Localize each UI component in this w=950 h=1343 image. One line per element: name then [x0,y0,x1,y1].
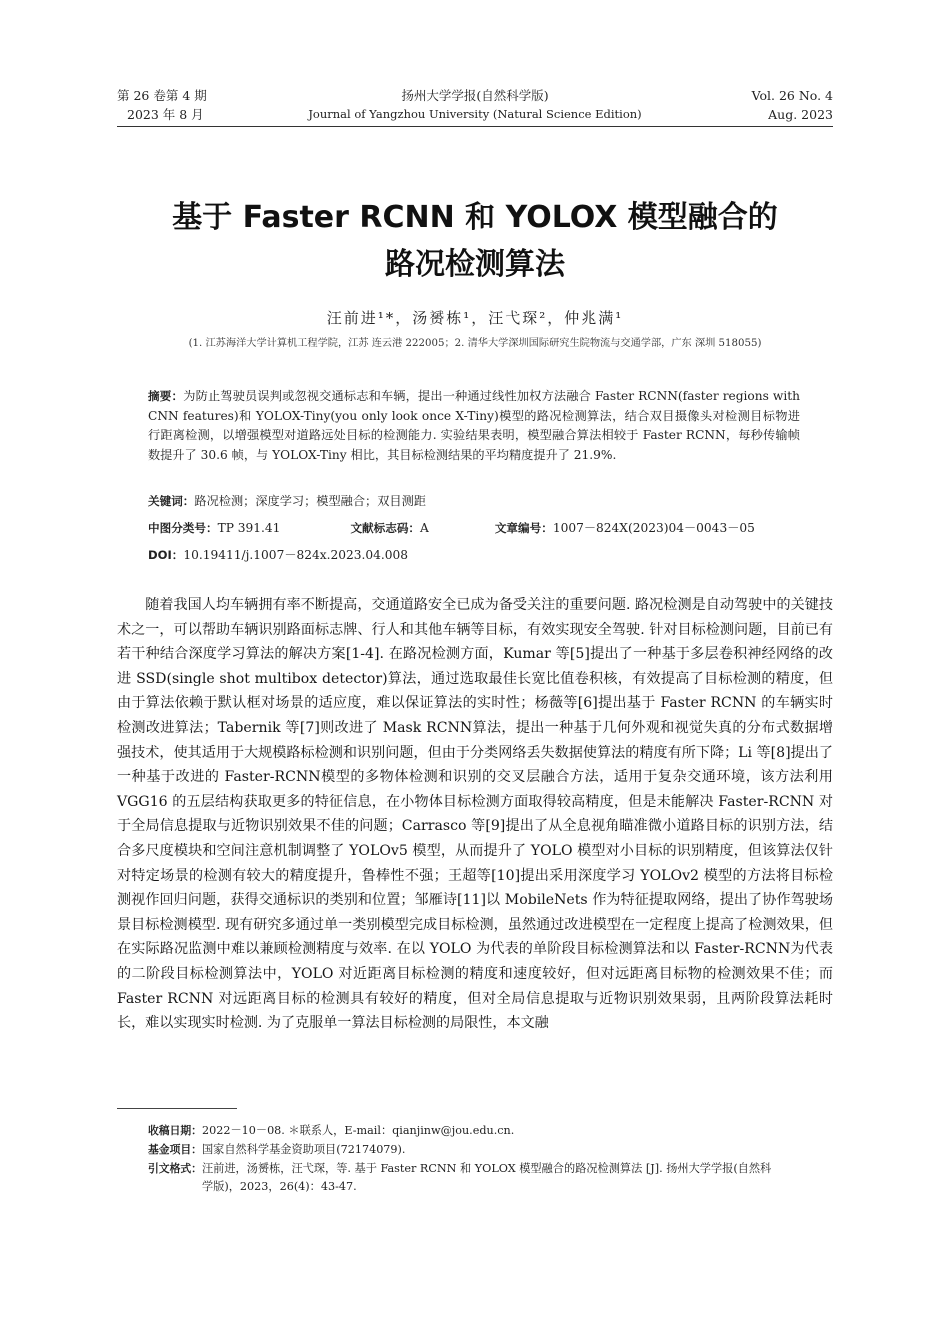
cite-text-line2: 学版)，2023，26(4)：43-47. [202,1180,357,1194]
body-paragraph [117,593,833,1036]
keywords-label: 关键词： [148,494,195,508]
clc-value: TP 391.41 [217,521,281,535]
author-list: 汪前进¹*，汤赟栋¹，汪弋琛²，仲兆满¹ [326,309,624,327]
header-journal [200,86,750,124]
header-journal-en: Journal of Yangzhou University (Natural Science Edition) [308,107,642,121]
fund-label: 基金项目： [148,1143,202,1156]
abstract [148,387,800,465]
paper-title-line2: 路况检测算法 [385,247,565,282]
classification-line [148,519,800,539]
header-journal-cn: 扬州大学学报(自然科学版) [401,88,549,103]
header-date-en: Aug. 2023 [768,107,833,122]
received-text: 2022－10－08. ＊联系人，E-mail：qianjinw@jou.edu.cn. [201,1124,515,1137]
clc-label: 中图分类号： [148,521,218,535]
footnote-received [148,1122,838,1140]
fund-text: 国家自然科学基金资助项目(72174079). [201,1143,406,1156]
doi-label: DOI： [148,548,184,562]
intro-paragraph: 随着我国人均车辆拥有率不断提高，交通道路安全已成为备受关注的重要问题. 路况检测是自动驾驶中的关键技术之一，可以帮助车辆识别路面标志牌、行人和其他车辆等目标，有效实现安全驾驶. 针对目标检测问题，目前已有若干种结合深度学习算法的解决方案[1-4]. 在路况检测方面，Kumar 等[5]提出了一种基于多层卷积神经网络的改进 SSD(single shot multibox detector)算法，通过选取最佳长宽比值卷积核，有效提高了目标检测的精度，但由于算法依赖于默认框对场景的适应度，难以保证算法的实时性；杨薇等[6]提出基于 Faster RCNN 的车辆实时检测改进算法；Tabernik 等[7]则改进了 Mask RCNN算法，提出一种基于几何外观和视觉失真的分布式数据增强技术，使其适用于大规模路标检测和识别问题，但由于分类网络丢失数据使算法的精度有所下降；Li 等[8]提出了一种基于改进的 Faster-RCNN模型的多物体检测和识别的交叉层融合方法，适用于复杂交通环境，该方法利用 VGG16 的五层结构获取更多的特征信息，在小物体目标检测方面取得较高精度，但是未能解决 Faster-RCNN 对于全局信息提取与近物识别效果不佳的问题；Carrasco 等[9]提出了从全息视角瞄准微小道路目标的识别方法，结合多尺度模块和空间注意机制调整了 YOLOv5 模型，从而提升了 YOLO 模型对小目标的识别精度，但该算法仅针对特定场景的检测有较大的精度提升，鲁棒性不强；王超等[10]提出采用深度学习 YOLOv2 模型的方法将目标检测视作回归问题，获得交通标识的类别和位置；邹雁诗[11]以 MobileNets 作为特征提取网络，提出了协作驾驶场景目标检测模型. 现有研究多通过单一类别模型完成目标检测，虽然通过改进模型在一定程度上提高了检测效果，但在实际路况监测中难以兼顾检测精度与效率. 在以 YOLO 为代表的单阶段目标检测算法和以 Faster-RCNN为代表的二阶段目标检测算法中，YOLO 对近距离目标检测的精度和速度较好，但对远距离目标物的检测效果不佳；而 Faster RCNN 对远距离目标的检测具有较好的精度，但对全局信息提取与近物识别效果弱，且两阶段算法耗时长，难以实现实时检测. 为了克服单一算法目标检测的局限性，本文融 [117,597,833,1032]
paper-title-line1: 基于 Faster RCNN 和 YOLOX 模型融合的 [172,200,778,235]
cite-label: 引文格式： [148,1162,202,1175]
doc-code-label: 文献标志码： [350,521,421,535]
header-vol-en [752,86,833,124]
cite-text-line1: 汪前进，汤赟栋，汪弋琛，等. 基于 Faster RCNN 和 YOLOX 模型融合的路况检测算法 [J]. 扬州大学学报(自然科 [201,1162,772,1175]
abstract-label: 摘要： [148,389,184,403]
keywords [148,492,800,512]
doc-code-value: A [420,521,429,535]
article-number-label: 文章编号： [494,521,553,535]
header-divider [117,126,833,127]
footnote-fund [148,1141,838,1159]
doi-line [148,546,800,566]
footnote-divider [117,1108,237,1109]
author-affiliations: (1. 江苏海洋大学计算机工程学院，江苏 连云港 222005；2. 清华大学深圳国际研究生院物流与交通学部，广东 深圳 518055) [188,338,762,349]
header-date-cn: 2023 年 8 月 [127,107,204,122]
header-vol-no: Vol. 26 No. 4 [751,88,833,103]
footnote-citation [148,1160,838,1197]
header-volume-issue [117,86,207,124]
abstract-text: 为防止驾驶员误判或忽视交通标志和车辆，提出一种通过线性加权方法融合 Faster RCNN(faster regions with CNN features)和 YOLOX-Tiny(you only look once X-Tiny)模型的路况检测算法，结合双目摄像头对检测目标物进行距离检测，以增强模型对道路远处目标的检测能力. 实验结果表明，模型融合算法相较于 Faster RCNN，每秒传输帧数提升了 30.6 帧，与 YOLOX-Tiny 相比，其目标检测结果的平均精度提升了 21.9%. [148,389,800,462]
received-label: 收稿日期： [148,1124,202,1137]
header-volume: 第 26 卷第 4 期 [117,88,207,103]
doi-value: 10.19411/j.1007－824x.2023.04.008 [183,548,409,562]
keywords-text: 路况检测；深度学习；模型融合；双目测距 [194,494,426,508]
article-number-value: 1007－824X(2023)04－0043－05 [552,521,755,535]
